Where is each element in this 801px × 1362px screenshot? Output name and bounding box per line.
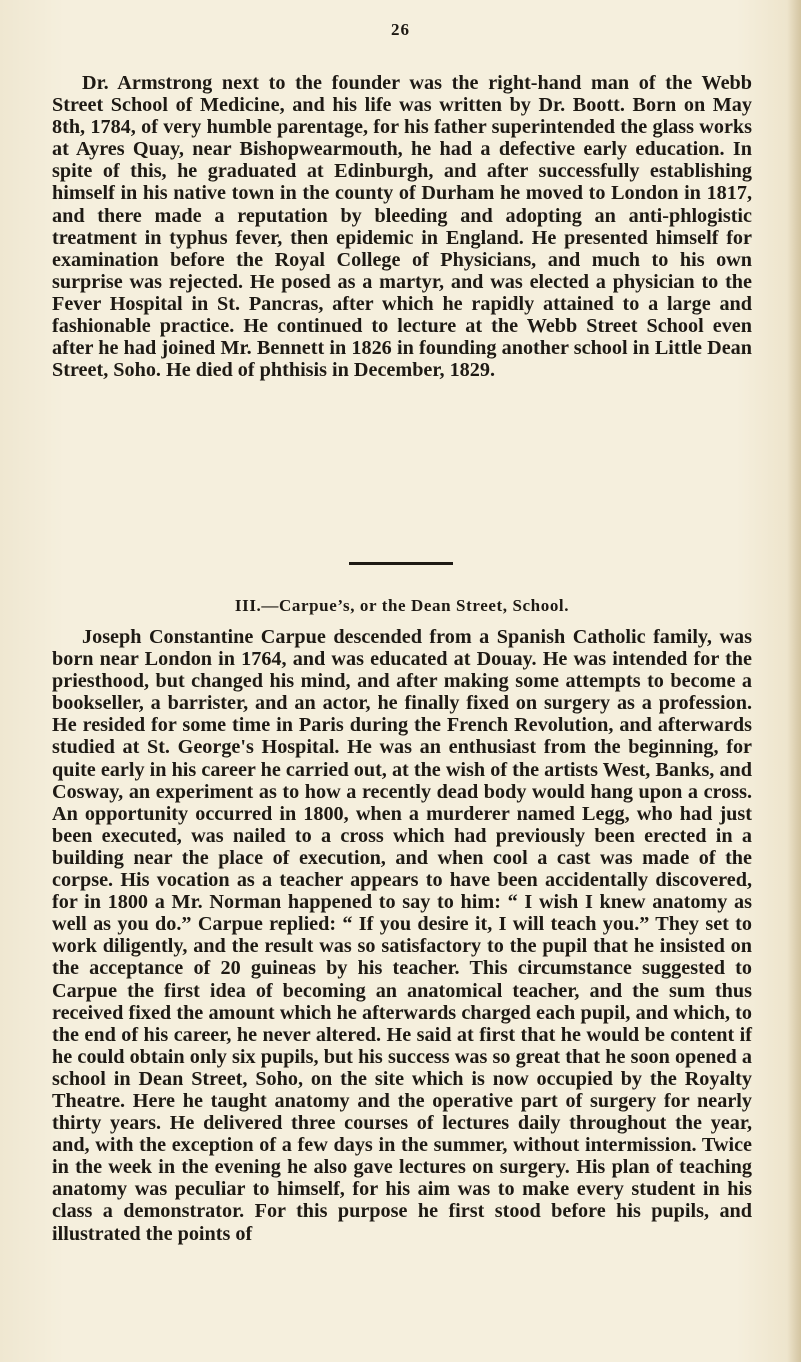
page-number: 26 xyxy=(391,20,410,39)
paragraph-carpue: Joseph Constantine Carpue descended from a Spanish Catholic family, was born near London in 1764, and was educated at Douay. He was intended for the priesthood, but changed his mind, and after making some attempts to become a bookseller, a barrister, and an actor, he finally fixed on surgery as a profession. He resided for some time in Paris during the French Revolution, and afterwards studied at St. George's Hospital. He was an enthusiast from the beginning, for quite early in his career he carried out, at the wish of the artists West, Banks, and Cosway, an experiment as to how a recently dead body would hang upon a cross. An opportunity occurred in 1800, when a murderer named Legg, who had just been executed, was nailed to a cross which had previously been erected in a building near the place of execution, and when cool a cast was made of the corpse. His vocation as a teacher appears to have been accidentally discovered, for in 1800 a Mr. Norman happened to say to him: “ I wish I knew anatomy as well as you do.” Carpue replied: “ If you desire it, I will teach you.” They set to work diligently, and the result was so satisfactory to the pupil that he insisted on the acceptance of 20 guineas by his teacher. This circumstance suggested to Carpue the first idea of becoming an anatomical teacher, and the sum thus received fixed the amount which he afterwards charged each pupil, and which, to the end of his career, he never altered. He said at first that he would be content if he could obtain only six pupils, but his success was so great that he soon opened a school in Dean Street, Soho, on the site which is now occupied by the Royalty Theatre. Here he taught anatomy and the operative part of surgery for nearly thirty years. He delivered three courses of lectures daily throughout the year, and, with the exception of a few days in the summer, without intermission. Twice in the week in the evening he also gave lectures on surgery. His plan of teaching anatomy was peculiar to himself, for his aim was to make every student in his class a demonstrator. For this purpose he first stood before his pupils, and illustrated the points of xyxy=(52,626,752,1245)
section-divider-rule xyxy=(349,562,453,565)
section-heading: III.—Carpue’s, or the Dean Street, School. xyxy=(234,596,570,615)
page-edge-shadow xyxy=(787,0,801,1362)
paragraph-armstrong: Dr. Armstrong next to the founder was the right-hand man of the Webb Street School of Medicine, and his life was written by Dr. Boott. Born on May 8th, 1784, of very humble parentage, for his father superintended the glass works at Ayres Quay, near Bishopwearmouth, he had a defective early education. In spite of this, he graduated at Edinburgh, and after successfully establishing himself in his native town in the county of Durham he moved to London in 1817, and there made a reputation by bleeding and adopting an anti-phlogistic treatment in typhus fever, then epidemic in England. He presented himself for examination before the Royal College of Physicians, and much to his own surprise was rejected. He posed as a martyr, and was elected a physician to the Fever Hospital in St. Pancras, after which he rapidly attained to a large and fashionable practice. He continued to lecture at the Webb Street School even after he had joined Mr. Bennett in 1826 in founding another school in Little Dean Street, Soho. He died of phthisis in December, 1829. xyxy=(52,72,752,382)
